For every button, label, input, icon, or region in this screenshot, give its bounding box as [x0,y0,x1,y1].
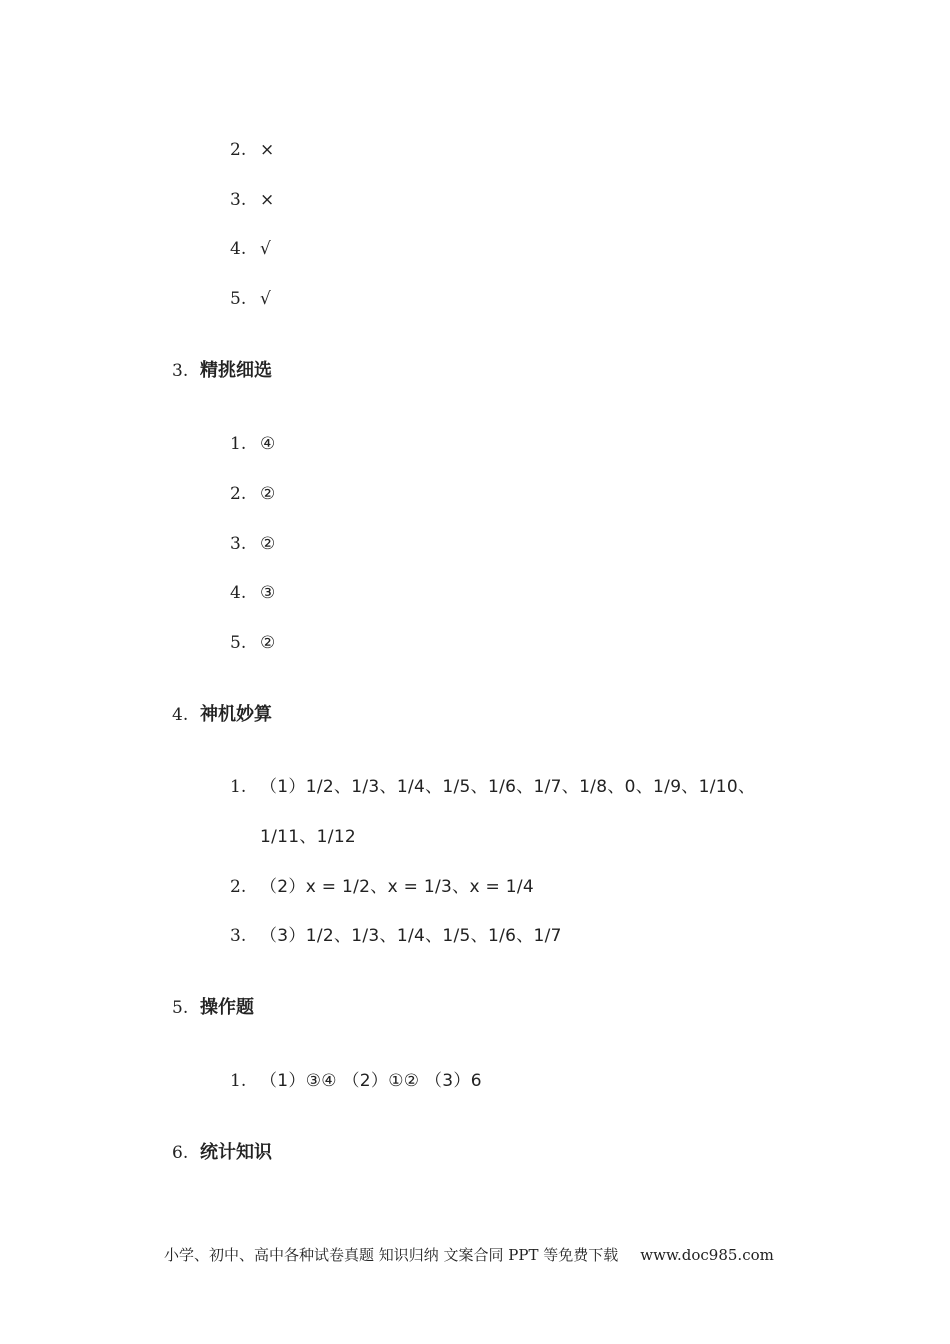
item-number: 2. [230,484,247,504]
section-title: 精挑细选 [200,360,272,381]
list-item [230,188,275,212]
item-answer: × [260,140,275,160]
list-item [230,138,275,162]
item-number: 4. [230,239,247,259]
item-number: 1. [230,434,247,454]
section-title: 操作题 [200,997,254,1018]
list-item [230,1069,482,1093]
section-title: 神机妙算 [200,704,272,725]
item-answer: ② [260,484,276,504]
list-item [230,924,562,948]
list-item [230,287,271,311]
item-answer: （1）③④ （2）①② （3）6 [260,1071,482,1091]
section-title: 统计知识 [200,1142,272,1163]
section-heading [172,359,272,383]
section-heading [172,996,254,1020]
item-answer: √ [260,289,272,309]
section-number: 6. [172,1143,189,1163]
list-item [230,532,276,556]
section-number: 5. [172,998,189,1018]
item-number: 5. [230,289,247,309]
item-number: 2. [230,877,247,897]
item-number: 2. [230,140,247,160]
list-item [230,432,276,456]
list-item [230,631,276,655]
item-number: 3. [230,926,247,946]
list-item-continuation [260,825,356,849]
list-item [230,237,271,261]
list-item [230,775,755,799]
item-number: 1. [230,777,247,797]
item-answer: ② [260,534,276,554]
page-footer [164,1244,774,1265]
item-answer: ③ [260,583,276,603]
list-item [230,482,276,506]
section-number: 4. [172,705,189,725]
item-number: 3. [230,190,247,210]
item-answer: （2）x = 1/2、x = 1/3、x = 1/4 [260,877,535,897]
item-answer: × [260,190,275,210]
item-answer-continuation: 1/11、1/12 [260,827,357,847]
item-number: 1. [230,1071,247,1091]
list-item [230,581,276,605]
item-answer: ② [260,633,276,653]
list-item [230,875,534,899]
item-answer: √ [260,239,272,259]
footer-url[interactable]: www.doc985.com [640,1246,774,1264]
item-answer: ④ [260,434,276,454]
footer-text: 小学、初中、高中各种试卷真题 知识归纳 文案合同 PPT 等免费下载 [164,1246,619,1264]
section-heading [172,703,272,727]
item-answer: （3）1/2、1/3、1/4、1/5、1/6、1/7 [260,926,562,946]
item-answer: （1）1/2、1/3、1/4、1/5、1/6、1/7、1/8、0、1/9、1/10、 [260,777,756,797]
item-number: 5. [230,633,247,653]
item-number: 3. [230,534,247,554]
section-heading [172,1141,272,1165]
section-number: 3. [172,361,189,381]
item-number: 4. [230,583,247,603]
